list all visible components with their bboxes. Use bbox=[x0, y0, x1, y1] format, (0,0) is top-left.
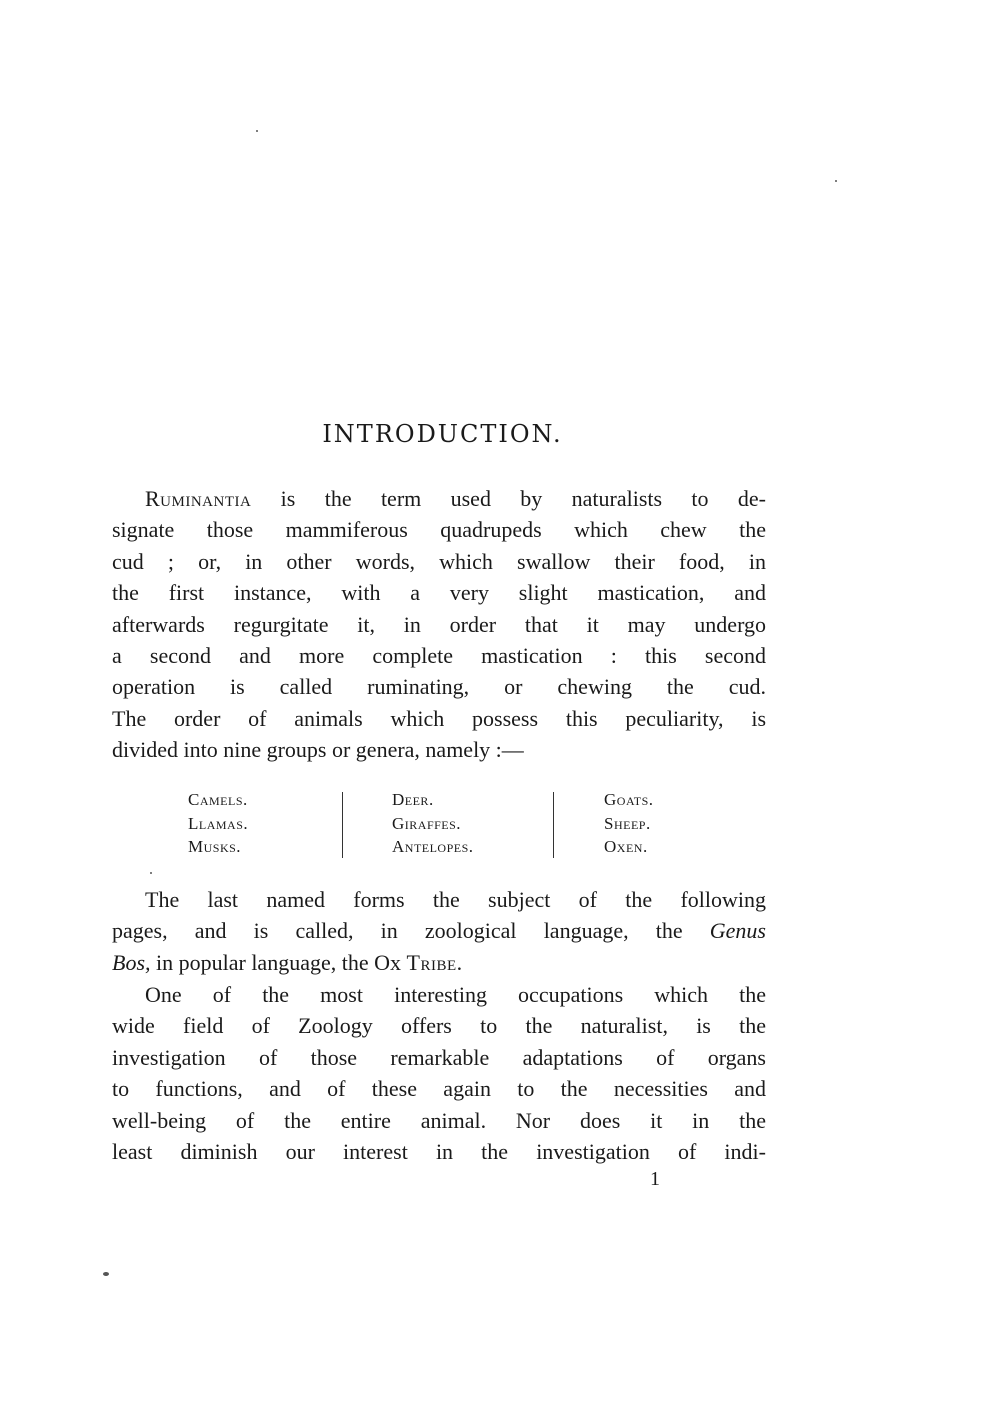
genus-item: Goats. bbox=[604, 790, 654, 809]
ink-speck bbox=[835, 180, 837, 182]
text-line: Bos, in popular language, the Ox Tribe. bbox=[112, 949, 463, 975]
column-divider bbox=[553, 792, 554, 858]
text-line: afterwards regurgitate it, in order that it may undergo bbox=[112, 611, 766, 637]
text-line: a second and more complete mastication : this second bbox=[112, 643, 766, 669]
genera-list bbox=[188, 788, 688, 862]
text-line: divided into nine groups or genera, namely :— bbox=[112, 737, 524, 763]
text-line: The last named forms the subject of the following bbox=[145, 887, 766, 912]
text-line: signate those mammiferous quadrupeds which chew the bbox=[112, 517, 766, 543]
tribe-word: Tribe. bbox=[406, 949, 463, 975]
genera-column-2 bbox=[392, 788, 474, 859]
ruminantia-term: Ruminantia bbox=[145, 486, 252, 511]
text-line: Ruminantia is the term used by naturalists to de- bbox=[145, 486, 766, 511]
chapter-title: INTRODUCTION. bbox=[322, 420, 563, 448]
text-line: to functions, and of these again to the necessities and bbox=[112, 1076, 766, 1102]
ink-speck bbox=[150, 872, 152, 874]
paragraph-ruminantia bbox=[112, 483, 766, 766]
text-line: the first instance, with a very slight mastication, and bbox=[112, 580, 766, 606]
paragraph-zoology bbox=[112, 979, 766, 1167]
column-divider bbox=[342, 792, 343, 858]
text-line: well-being of the entire animal. Nor does it in the bbox=[112, 1107, 766, 1133]
paragraph-ox-tribe bbox=[112, 884, 766, 978]
genus-item: Sheep. bbox=[604, 813, 651, 833]
genus-item: Deer. bbox=[392, 790, 434, 809]
genus-item: Llamas. bbox=[188, 813, 249, 833]
genera-column-3 bbox=[604, 788, 654, 859]
bos-word: Bos, bbox=[112, 949, 151, 975]
genus-item: Giraffes. bbox=[392, 813, 462, 833]
genus-item: Oxen. bbox=[604, 837, 648, 856]
genus-item: Antelopes. bbox=[392, 837, 474, 856]
text-line: One of the most interesting occupations which the bbox=[145, 982, 766, 1007]
text-line: wide field of Zoology offers to the naturalist, is the bbox=[112, 1013, 766, 1039]
page-number: 1 bbox=[650, 1168, 660, 1190]
genus-item: Musks. bbox=[188, 837, 242, 856]
text-line: investigation of those remarkable adaptations of organs bbox=[112, 1044, 766, 1070]
text-line: The order of animals which possess this peculiarity, is bbox=[112, 705, 766, 731]
genus-item: Camels. bbox=[188, 790, 248, 809]
ink-speck bbox=[103, 1272, 109, 1276]
text-line: least diminish our interest in the investigation of indi- bbox=[112, 1139, 766, 1165]
ink-speck bbox=[256, 130, 258, 132]
text-line: pages, and is called, in zoological language, the Genus bbox=[112, 918, 766, 944]
genus-word: Genus bbox=[709, 918, 766, 944]
genera-column-1 bbox=[188, 788, 248, 859]
text-line: operation is called ruminating, or chewing the cud. bbox=[112, 674, 766, 700]
text-line: cud ; or, in other words, which swallow their food, in bbox=[112, 548, 766, 574]
